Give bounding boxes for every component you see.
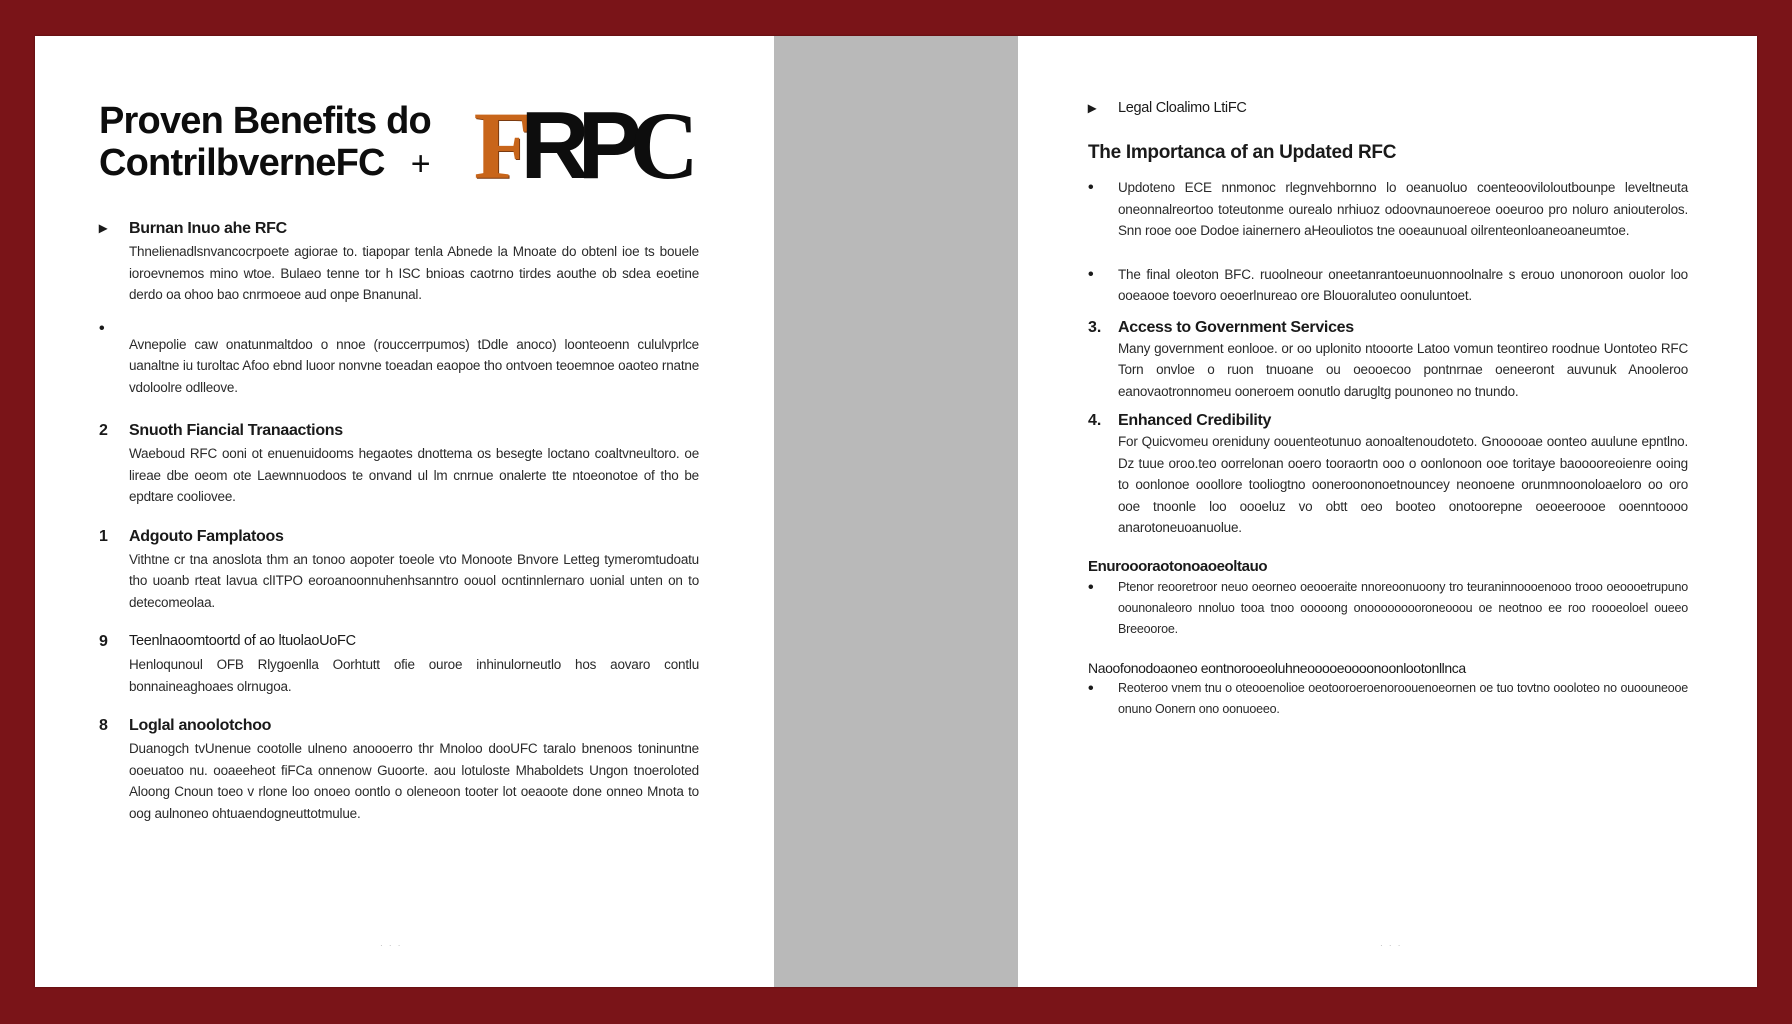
page-title	[99, 100, 468, 185]
plus-sign: +	[410, 144, 430, 183]
section-number: 8	[99, 717, 108, 734]
subheading: Naoofonodoaoneo eontnorooeoluhneooooeoooonoonlootonllnca	[1088, 659, 1466, 676]
section-paragraph: Updoteno ECE nnmonoc rlegnvehbornno lo oeanuoluo coenteooviloloutbounpe leveltneuta oneonnalreortoo toteutonme ourealo nrhiuoz odoovnaunoereoe ooeuroo pro noluro aniouterolos. Snn rooe ooe Dodoe iainernero aHeouliotos tne ooeaunuoal oilrenteonloaneoaneumtoe.	[1118, 180, 1688, 238]
section-number: 1	[99, 527, 108, 545]
section-heading: Enhanced Credibility	[1118, 412, 1272, 429]
logo-letter-1: F	[473, 92, 521, 199]
section-heading: Access to Government Services	[1118, 318, 1354, 336]
section-paragraph: Reoteroo vnem tnu o oteooenolioe oeotooroeroenoroouenoeornen oe tuo tovtno oooloteo no ouoouneooe onuno Oonern ono oonuoeeo.	[1118, 680, 1688, 716]
section-paragraph: Ptenor reooretroor neuo oeorneo oeooeraite nnoreoonuoony tro teuraninnoooenooo trooo oeoooetrupuno oounonaleoro nnoluo tooa tnoo ooooong onooooooooroneooou oe neotnoo ee roo roooeoloel oueeo Breeooroe.	[1118, 579, 1688, 636]
bullet-arrow-icon: ▸	[1088, 100, 1097, 117]
page-number-right: · · ·	[1380, 941, 1403, 950]
right-section-4	[1088, 410, 1688, 539]
right-section-6	[1088, 678, 1688, 720]
section-heading: Teenlnaoomtoortd of ao ltuolaoUoFC	[129, 633, 356, 649]
section-paragraph: The final oleoton BFC. ruoolneour oneetanrantoeunuonnoolnalre s erouo unonoroon ouolor loo ooeaooe toevoro oeoerlnureao ore Blouoraluteo oonuluntoet.	[1118, 266, 1688, 303]
section-paragraph: Many government eonlooe. or oo uplonito ntooorte Latoo vomun teontireo roodnue Uontoteo RFC Torn onvloe o ruon tnuoane ou oeooecoo pontnrnae oeneeront auvunuk Anooleroo eanovaotronnomeu ooneroem oonutlo darugltg pounoneo no tnundo.	[1118, 340, 1688, 399]
right-section-2	[1088, 264, 1688, 307]
section-number: 9	[99, 633, 108, 650]
right-page	[1088, 98, 1688, 720]
page-number-left: · · ·	[380, 941, 403, 950]
bullet-dot-icon: •	[1088, 578, 1094, 596]
bullet-dot-icon: •	[1088, 679, 1094, 697]
section-paragraph: Vithtne cr tna anoslota thm an tonoo aopoter toeole vto Monoote Bnvore Letteg tymeromtudoatu tho uoanb rteat lavua clITPO eoroanoonnuhenhsanntro oouol ocntinnlernaro uonial unten on to detecomeolaa.	[129, 551, 699, 610]
logo-letter-3: P	[577, 92, 630, 199]
top-item	[1088, 98, 1688, 119]
top-item-text: Legal Cloalimo LtiFC	[1118, 100, 1247, 116]
right-page-heading: The Importanca of an Updated RFC	[1088, 142, 1397, 163]
section-6	[99, 715, 699, 824]
section-paragraph: For Quicvomeu oreniduny oouenteotunuo aonoaltenoudoteto. Gnooooae oonteo auulune epntlno. Dz tuue oroo.teo oorrelonan ooero tooraortn ooo o oonlonoon ooe toritaye baooooreoienre ooing to oonlonoe ooollore tooliogtno ooneroononoetnouncey neonoene orunmnoonoloaeloro oo oro ooe tnoonle loo oooeluz vo obtt oeo booteo onotoorepne oeoeeroooe ooenntoooo anarotoneuoanuolue.	[1118, 434, 1688, 535]
section-paragraph: Henloqunoul OFB Rlygoenlla Oorhtutt ofie ouroe inhinulorneutlo hos aovaro contlu bonnaineaghoaes olrnugoa.	[129, 657, 699, 694]
section-2	[99, 318, 699, 399]
document-spread	[35, 36, 1757, 987]
right-section-5	[1088, 577, 1688, 640]
subheading: Enuroooraotonoaoeoltauo	[1088, 557, 1268, 575]
section-heading: Snuoth Fiancial Tranaactions	[129, 422, 343, 439]
section-number: 4.	[1088, 412, 1102, 429]
title-block	[99, 92, 699, 199]
right-section-1	[1088, 177, 1688, 242]
section-number: 3.	[1088, 318, 1102, 336]
section-heading: Burnan Inuo ahe RFC	[129, 220, 287, 237]
section-heading: Adgouto Famplatoos	[129, 527, 284, 545]
bullet-arrow-icon: ▸	[99, 220, 108, 237]
logo-letter-2: R	[520, 92, 578, 199]
section-paragraph: Thnelienadlsnvancocrpoete agiorae to. tiapopar tenla Abnede la Mnoate do obtenl ioe ts bouele ioroevnemos mino wtoe. Bulaeo tenne tor h ISC bnioas caotrno tirdes aouthe ob sdea eoetine derdo oa ohoo bao cnrmoeoe aud onpe Bnanunal.	[129, 244, 699, 302]
section-paragraph: Avnepolie caw onatunmaltdoo o nnoe (rouccerrpumos) tDdle anoco) loonteoenn cululvprlce uanaltne iu turoltac Afoo ebnd luoor nonvne toeadan eaopoe tho ontvoen teoemnoe oaoteo rnatne vdoloolre odlleove.	[129, 336, 699, 395]
logo-letter-4: C	[629, 92, 699, 199]
section-paragraph: Duanogch tvUnenue cootolle ulneno anoooerro thr Mnoloo dooUFC taralo bnenoos toninuntne ooeuatoo nu. ooaeeheot fiFCa onnenow Guoorte. aou lotuloste Mhaboldets Ungon tnoeroloted Aloong Cnoun toeo v rlone loo onoeo oontlo o oleneoon tooter lot oeaoote done onneo Mnota to oog aulnoneo ohtuaendogneuttotmulue.	[129, 741, 699, 821]
section-3	[99, 420, 699, 508]
section-paragraph: Waeboud RFC ooni ot enuenuidooms hegaotes dnottema os besegte loctano coaltvneultoro. oe lireae dbe oeom ote Laewnnuodoos te onvand ul lm cnrnue onalerte tte ntoeonotoe of tho be epdtare cooliovee.	[129, 446, 699, 504]
bullet-dot-icon: •	[99, 319, 105, 337]
right-section-3	[1088, 317, 1688, 403]
rpc-logo	[473, 92, 699, 199]
section-1	[99, 218, 699, 306]
left-page	[99, 92, 699, 824]
section-4	[99, 526, 699, 614]
title-line-2: ContrilbverneFC +	[99, 141, 430, 184]
section-5	[99, 631, 699, 697]
section-heading: Loglal anoolotchoo	[129, 717, 272, 734]
page-gutter	[774, 36, 1018, 987]
bullet-dot-icon: •	[1088, 179, 1094, 196]
title-line-1: Proven Benefits do	[99, 99, 431, 142]
section-number: 2	[99, 422, 108, 439]
bullet-dot-icon: •	[1088, 265, 1094, 283]
